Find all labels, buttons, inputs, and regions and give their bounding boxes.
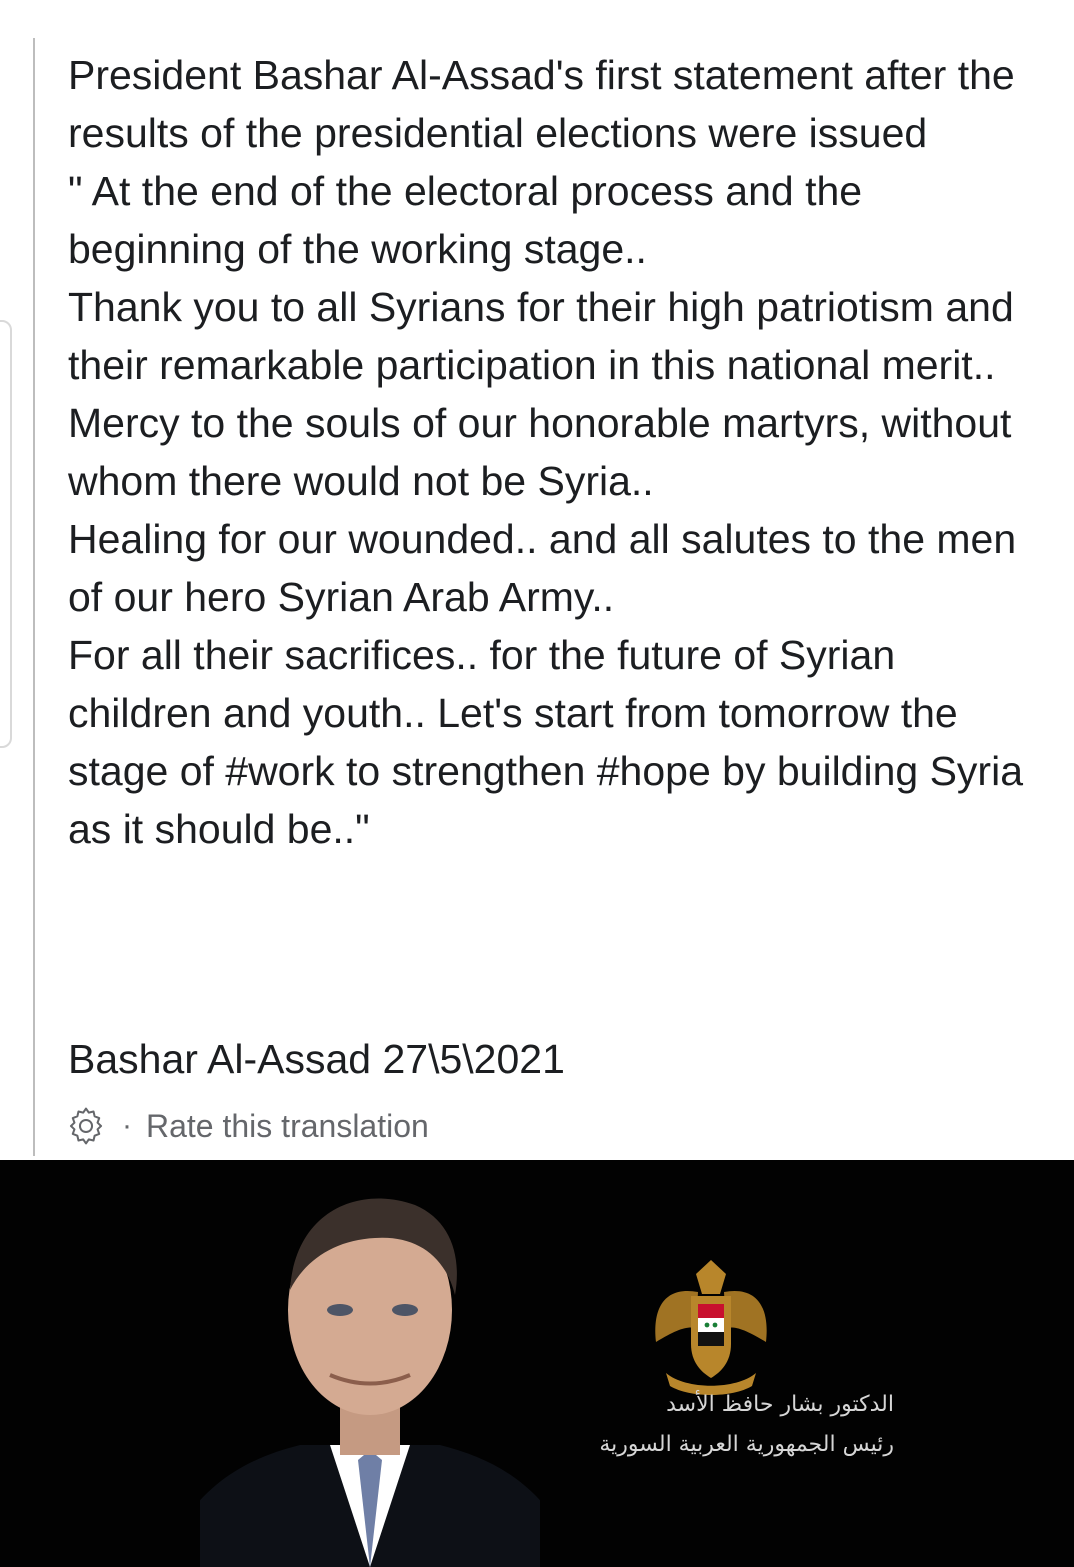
- separator-dot: ·: [122, 1109, 132, 1142]
- translation-row: [64, 1102, 429, 1150]
- post-line: President Bashar Al-Assad's first statement after the results of the presidential elections were issued: [68, 52, 1015, 156]
- post-line: Thank you to all Syrians for their high patriotism and their remarkable participation in this national merit..: [68, 284, 1014, 388]
- translated-post-text: [68, 46, 1048, 858]
- rate-translation-link[interactable]: Rate this translation: [146, 1107, 429, 1144]
- gear-icon[interactable]: [64, 1104, 108, 1148]
- post-line: " At the end of the electoral process and the beginning of the working stage..: [68, 168, 863, 272]
- post-line: Mercy to the souls of our honorable martyrs, without whom there would not be Syria..: [68, 400, 1012, 504]
- post-thread-line: [33, 38, 35, 1156]
- post-line: For all their sacrifices.. for the future of Syrian children and youth.. Let's start from tomorrow the stage of #work to strengthen #hope by building Syria as it should be..": [68, 632, 1023, 852]
- post-signature: Bashar Al-Assad 27\5\2021: [68, 1036, 565, 1082]
- caption-title: رئيس الجمهورية العربية السورية: [599, 1432, 894, 1457]
- edge-panel-handle[interactable]: [0, 320, 12, 748]
- portrait-figure: [200, 1160, 540, 1567]
- attached-photo[interactable]: [0, 1160, 1074, 1567]
- caption-name: الدكتور بشار حافظ الأسد: [666, 1392, 894, 1417]
- post-line: Healing for our wounded.. and all salutes to the men of our hero Syrian Arab Army..: [68, 516, 1017, 620]
